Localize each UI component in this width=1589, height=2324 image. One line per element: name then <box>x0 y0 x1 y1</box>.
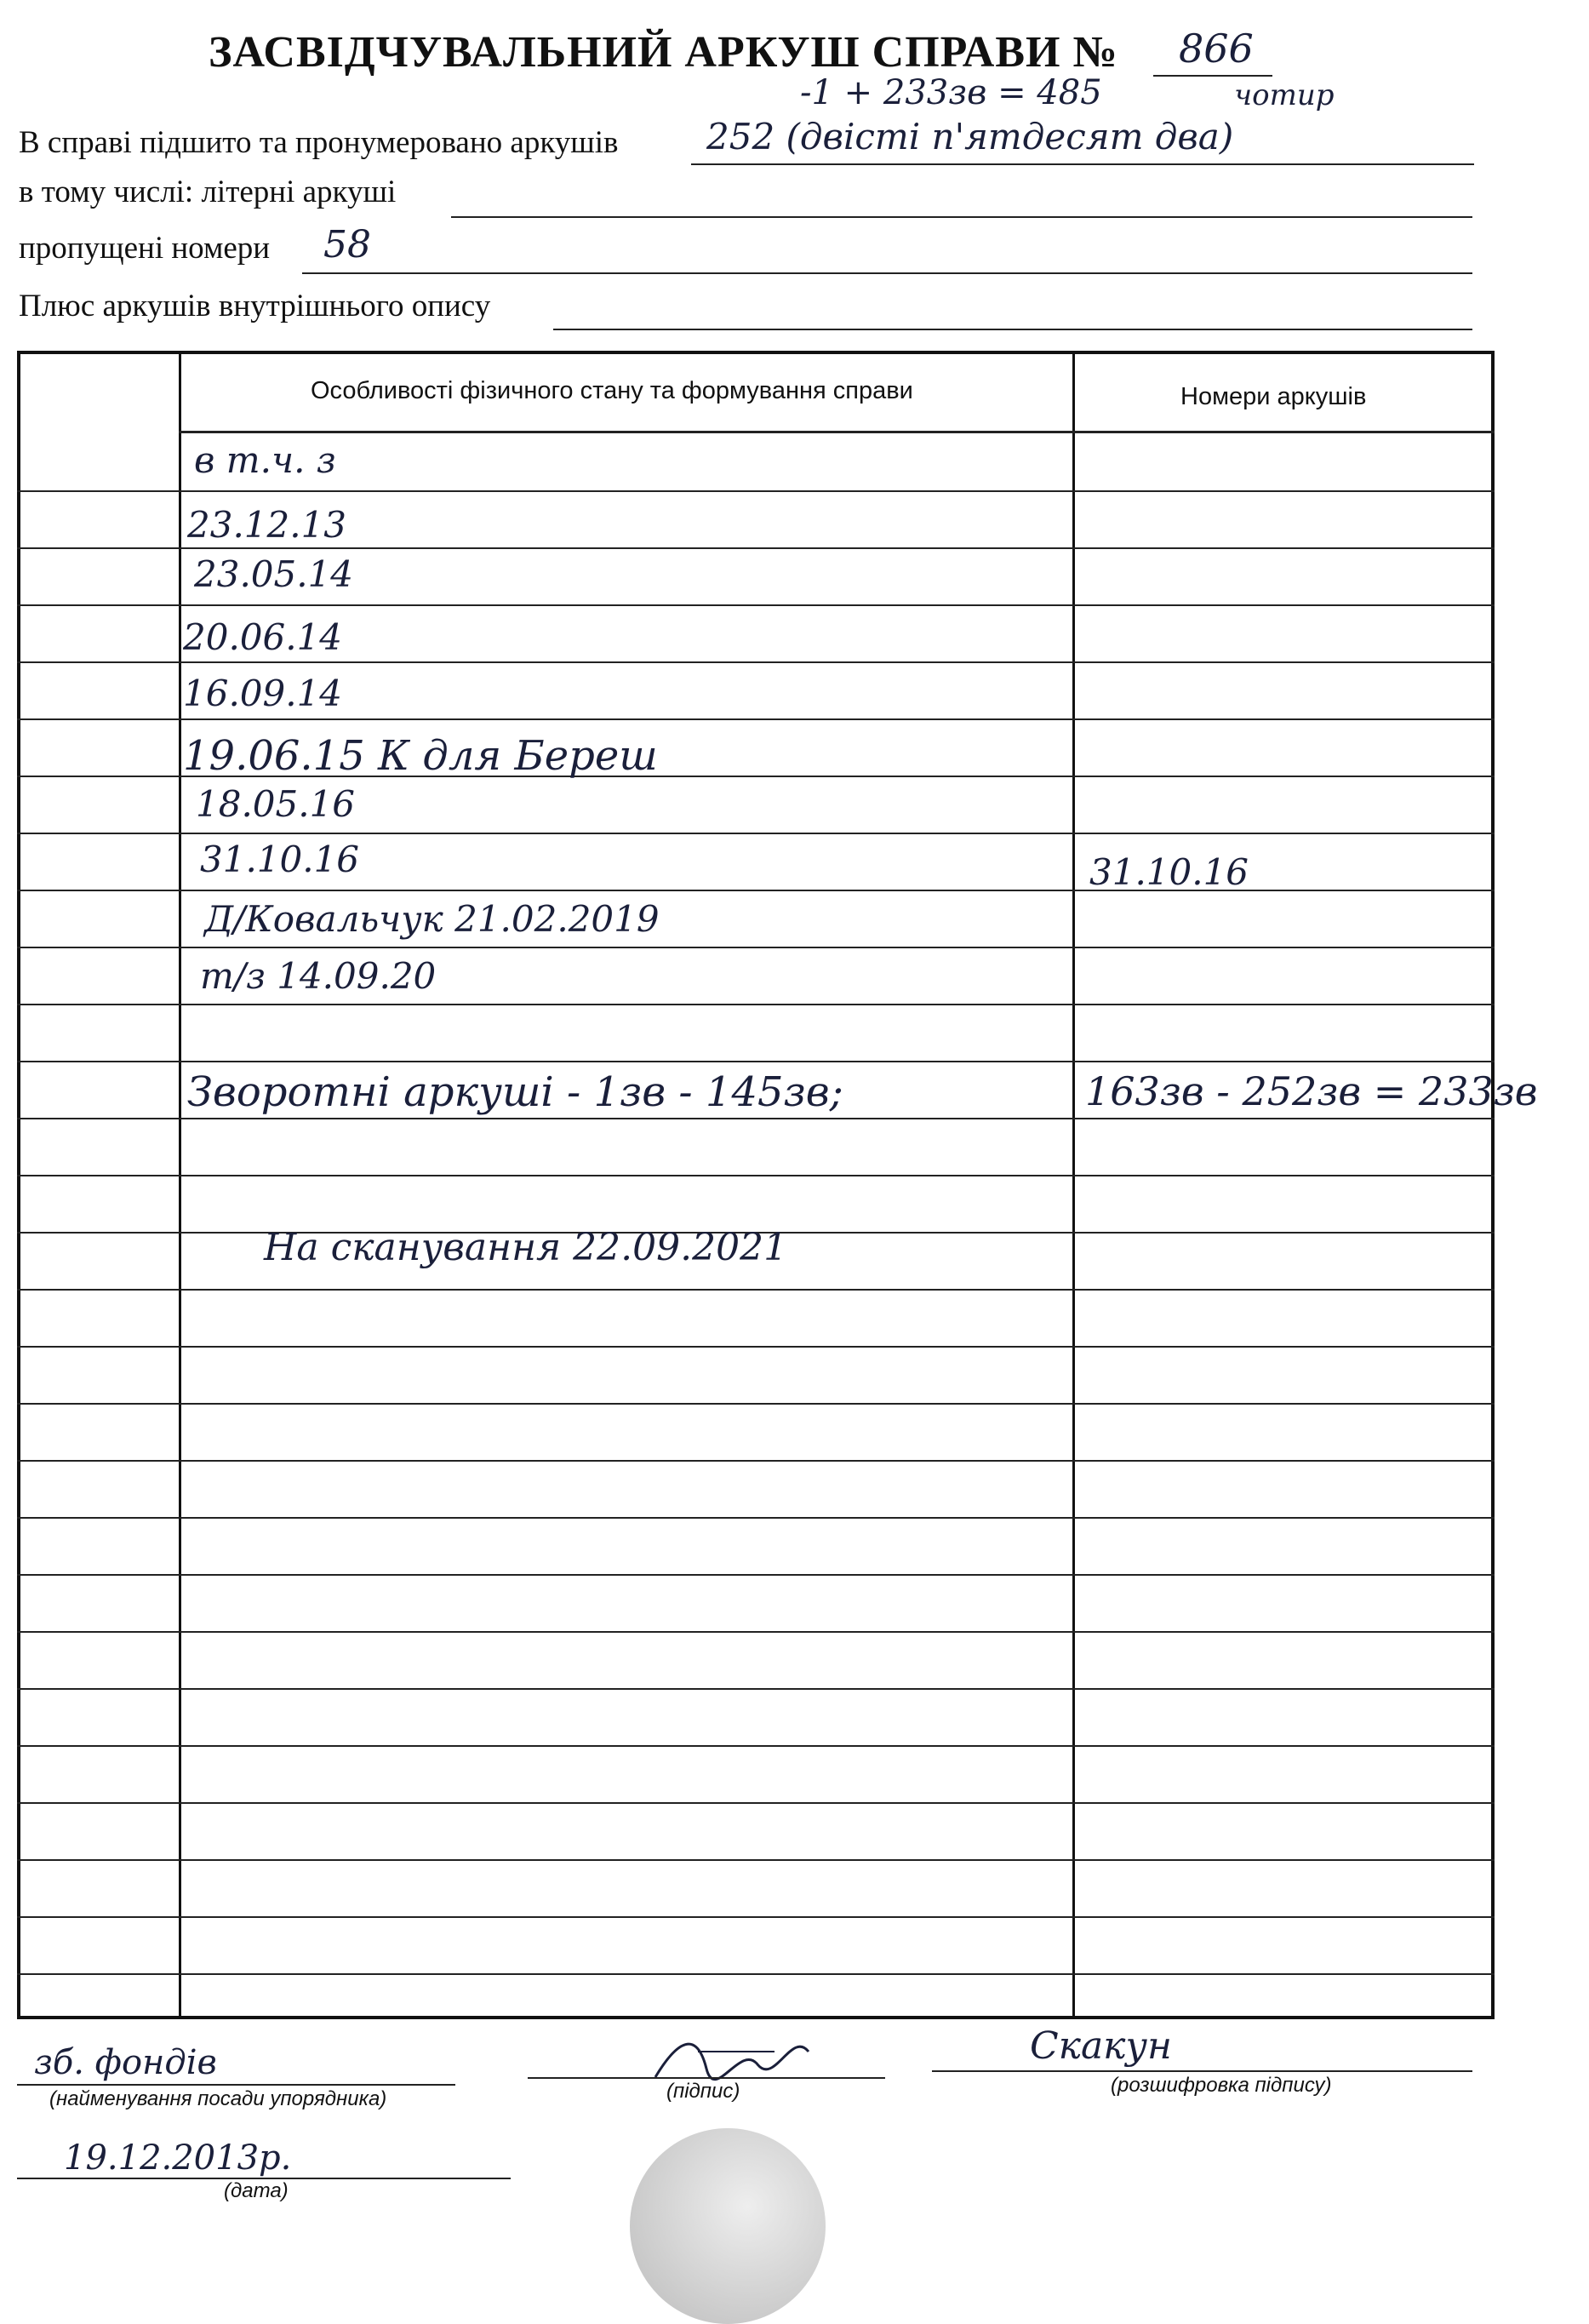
table-row-line <box>17 890 1495 891</box>
table-row-sheets: 163зв - 252зв = 233зв <box>1085 1068 1538 1114</box>
table-row-line <box>17 547 1495 549</box>
table-row-line <box>17 1460 1495 1462</box>
table-row-line <box>17 490 1495 492</box>
table-frame <box>17 351 1495 2019</box>
inventory-sheets-label: Плюс аркушів внутрішнього опису <box>19 289 491 323</box>
table-row: 31.10.16 <box>200 839 360 880</box>
table-row-line <box>17 1631 1495 1633</box>
table-row-line <box>17 718 1495 720</box>
position-line <box>17 2084 455 2086</box>
letter-sheets-line <box>451 216 1472 218</box>
table-row-line <box>17 1973 1495 1975</box>
scan-artifact <box>630 2128 826 2324</box>
skipped-numbers-label: пропущені номери <box>19 231 271 266</box>
table-row-line <box>17 1061 1495 1062</box>
table-row-line <box>17 1517 1495 1519</box>
table-header-bottom <box>179 431 1495 433</box>
table-row: 19.06.15 К для Береш <box>183 732 658 780</box>
name-line <box>932 2070 1472 2072</box>
table-row-sheets: 31.10.16 <box>1089 851 1249 893</box>
table-row-line <box>17 1289 1495 1291</box>
table-row-line <box>17 947 1495 948</box>
skipped-numbers-value: 58 <box>323 223 371 266</box>
signature-line <box>528 2077 885 2079</box>
sheet-correction: -1 + 233зв = 485 <box>800 73 1102 112</box>
sheets-count-label: В справі підшито та пронумеровано аркушів <box>19 125 619 160</box>
table-row: 23.12.13 <box>187 504 347 546</box>
date-value: 19.12.2013р. <box>64 2138 292 2178</box>
column-header-sheet-numbers: Номери аркушів <box>1180 383 1367 410</box>
date-caption: (дата) <box>224 2179 289 2202</box>
table-row: На сканування 22.09.2021 <box>264 1226 788 1269</box>
table-row-line <box>17 1346 1495 1348</box>
inventory-sheets-line <box>553 329 1472 330</box>
title-text: ЗАСВІДЧУВАЛЬНИЙ АРКУШ СПРАВИ № <box>209 28 1118 77</box>
table-row-line <box>17 1175 1495 1176</box>
table-row: 23.05.14 <box>194 553 354 595</box>
table-row: 20.06.14 <box>183 616 343 658</box>
table-col-divider-1 <box>179 351 181 2019</box>
position-caption: (найменування посади упорядника) <box>49 2087 387 2110</box>
sheet-correction-word: чотир <box>1234 78 1335 112</box>
table-row-line <box>17 604 1495 606</box>
signature-caption: (підпис) <box>666 2080 740 2103</box>
table-row: т/з 14.09.20 <box>200 955 437 997</box>
sheets-count-line <box>691 163 1474 165</box>
position-value: зб. фондів <box>34 2043 217 2082</box>
table-row-line <box>17 661 1495 663</box>
table-col-divider-2 <box>1072 351 1075 2019</box>
table-row-line <box>17 1004 1495 1005</box>
sheets-count-value: 252 (двісті п'ятдесят два) <box>706 116 1234 157</box>
table-row-line <box>17 1574 1495 1576</box>
table-row-line <box>17 833 1495 834</box>
table-row: Д/Ковальчук 21.02.2019 <box>204 898 660 940</box>
table-row-line <box>17 1745 1495 1747</box>
name-value: Скакун <box>1030 2024 1172 2068</box>
letter-sheets-label: в тому числі: літерні аркуші <box>19 175 397 209</box>
table-row: 18.05.16 <box>196 783 356 825</box>
table-row-line <box>17 1859 1495 1861</box>
table-row-line <box>17 1403 1495 1405</box>
table-row-line <box>17 1118 1495 1119</box>
case-number-underline <box>1153 75 1272 77</box>
column-header-features: Особливості фізичного стану та формування справи <box>311 377 913 404</box>
table-row-line <box>17 1916 1495 1918</box>
skipped-numbers-line <box>302 272 1472 274</box>
table-row-line <box>17 1802 1495 1804</box>
table-row-line <box>17 1688 1495 1690</box>
name-caption: (розшифровка підпису) <box>1111 2074 1332 2097</box>
table-row: в т.ч. з <box>194 439 336 481</box>
table-row: Зворотні аркуші - 1зв - 145зв; <box>187 1068 843 1116</box>
page-title <box>209 27 1118 77</box>
table-row: 16.09.14 <box>183 673 343 714</box>
case-number: 866 <box>1179 26 1254 72</box>
